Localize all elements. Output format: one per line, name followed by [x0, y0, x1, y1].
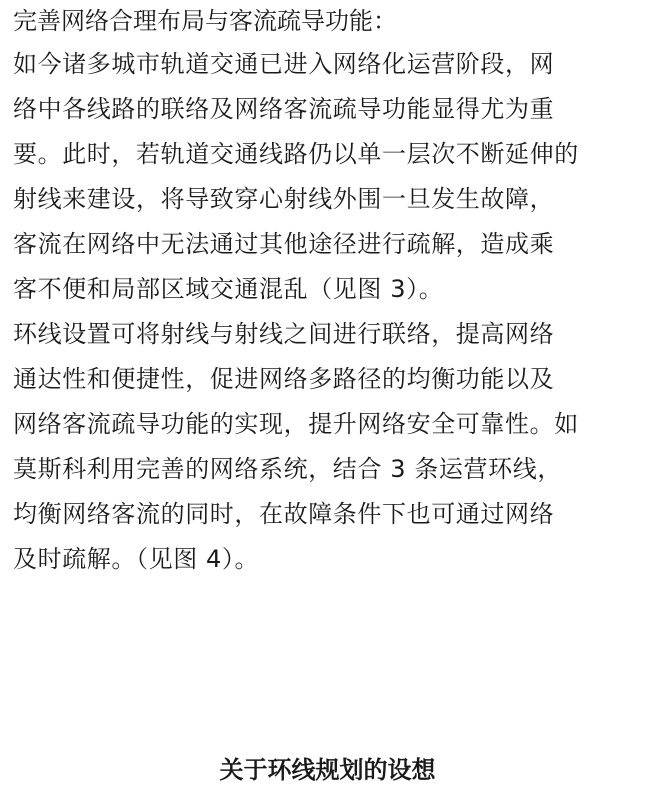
section-heading: 完善网络合理布局与客流疏导功能： [13, 7, 397, 35]
paragraph-line: 如今诸多城市轨道交通已进入网络化运营阶段，网 [13, 50, 555, 78]
paragraph-line: 及时疏解。（见图 4）。 [13, 545, 260, 573]
paragraph-line: 网络客流疏导功能的实现，提升网络安全可靠性。如 [13, 410, 579, 438]
paragraph-line: 客不便和局部区域交通混乱（见图 3）。 [13, 275, 444, 303]
paragraph-1 [13, 42, 645, 312]
paragraph-line: 客流在网络中无法通过其他途径进行疏解，造成乘 [13, 230, 555, 258]
paragraph-line: 莫斯科利用完善的网络系统，结合 3 条运营环线， [13, 455, 562, 483]
section-title: 关于环线规划的设想 [219, 756, 436, 784]
paragraph-2 [13, 312, 645, 582]
paragraph-line: 环线设置可将射线与射线之间进行联络，提高网络 [13, 320, 555, 348]
paragraph-line: 均衡网络客流的同时，在故障条件下也可通过网络 [13, 500, 555, 528]
paragraph-line: 络中各线路的联络及网络客流疏导功能显得尤为重 [13, 95, 555, 123]
paragraph-line: 要。此时，若轨道交通线路仍以单一层次不断延伸的 [13, 140, 579, 168]
paragraph-line: 射线来建设，将导致穿心射线外围一旦发生故障， [13, 185, 555, 213]
paragraph-line: 通达性和便捷性，促进网络多路径的均衡功能以及 [13, 365, 555, 393]
article-body [13, 0, 645, 582]
